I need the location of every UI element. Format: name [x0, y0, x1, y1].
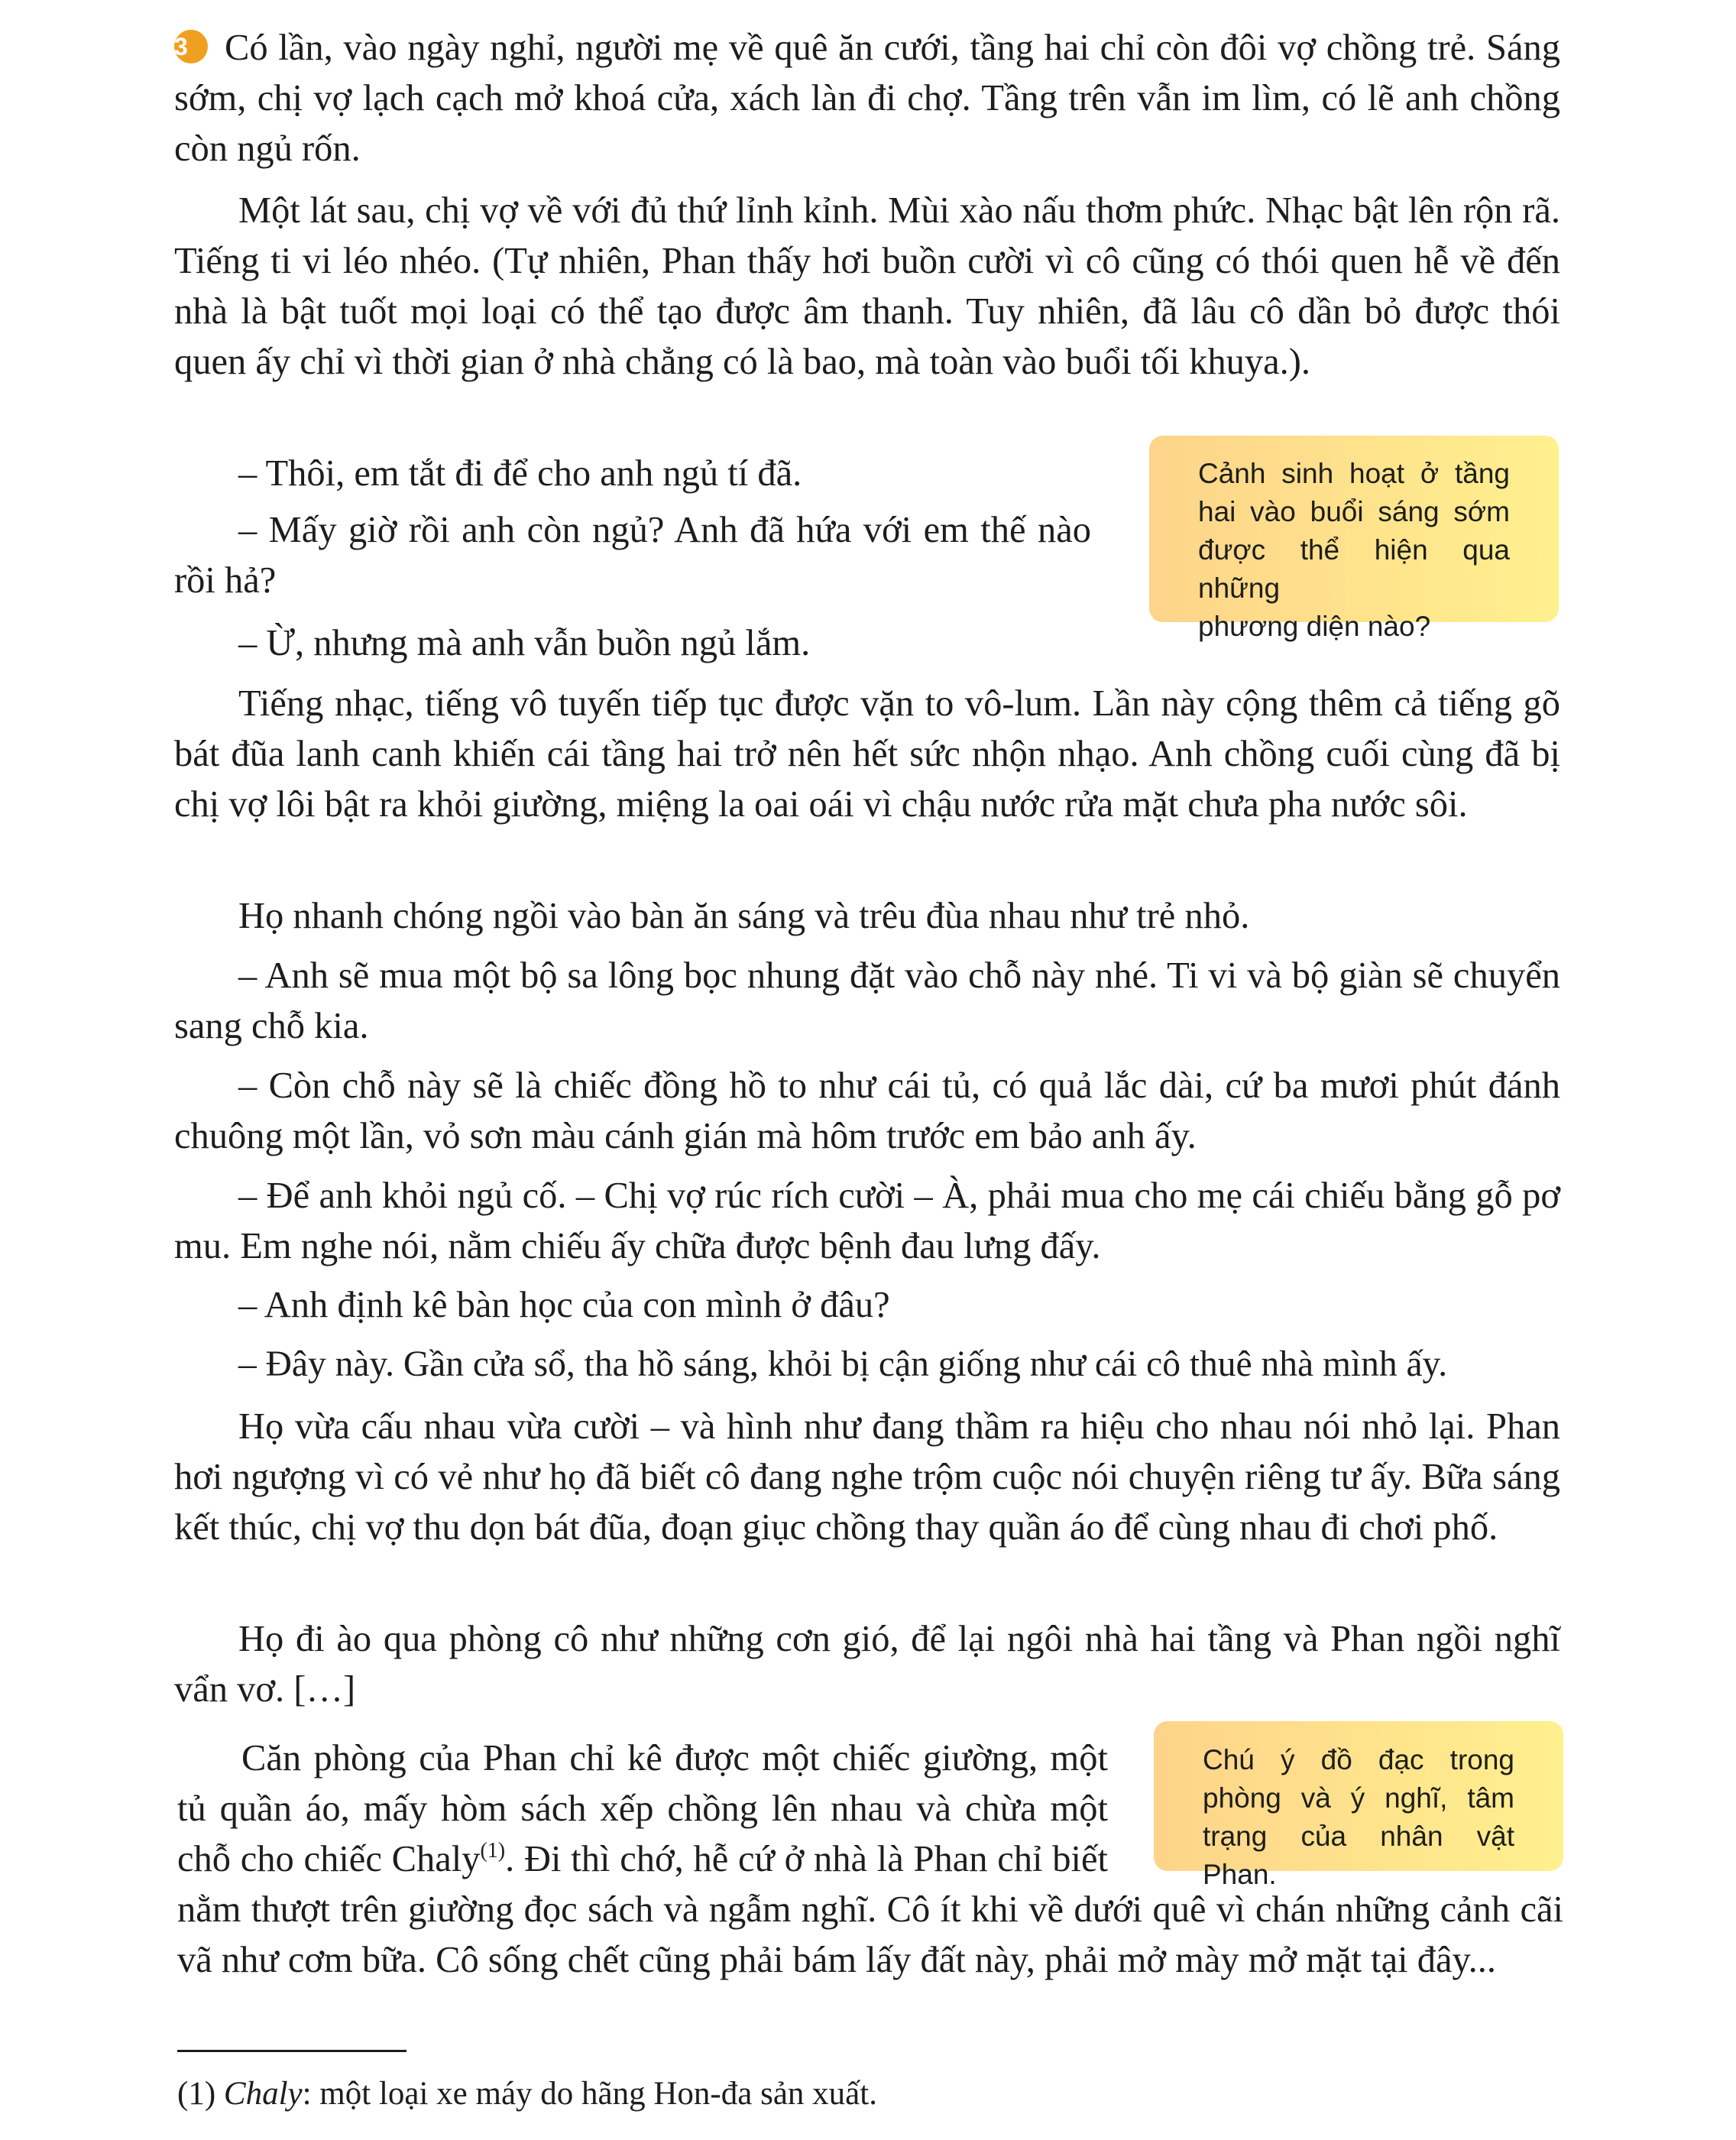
footnote-divider: [177, 2050, 406, 2052]
footnote: (1) Chaly: một loại xe máy do hãng Hon-đa sản xuất.: [177, 2076, 877, 2112]
note-wrap-spacer: [1108, 1733, 1563, 1885]
paragraph-7: Họ nhanh chóng ngồi vào bàn ăn sáng và trêu đùa nhau như trẻ nhỏ.: [238, 896, 1250, 936]
paragraph-13: Họ vừa cấu nhau vừa cười – và hình như đang thầm ra hiệu cho nhau nói nhỏ lại. Phan hơi ngượng vì có vẻ như họ đã biết cô đang nghe trộm cuộc nói chuyện riêng tư ấy. Bữa sáng kết thúc, chị vợ thu dọn bát đũa, đoạn giục chồng thay quần áo để cùng nhau đi chơi phố.: [174, 1406, 1560, 1548]
paragraph-15: Căn phòng của Phan chỉ kê được một chiếc giường, một tủ quần áo, mấy hòm sách xếp chồng lên nhau và chừa một chỗ cho chiếc Chaly$^{(1)}$. Đi thì chớ, hễ cứ ở nhà là Phan chỉ biết nằm thượt trên giường đọc sách và ngẫm nghĩ. Cô ít khi về dưới quê vì chán những cảnh cãi vã như cơm bữa. Cô sống chết cũng phải bám lấy đất này, phải mở mày mở mặt tại đây...: [177, 1733, 1563, 1986]
paragraph-14: Họ đi ào qua phòng cô như những cơn gió, để lại ngôi nhà hai tầng và Phan ngồi nghĩ vẩn vơ. […]: [174, 1619, 1560, 1710]
paragraph-1: 3 Có lần, vào ngày nghỉ, người mẹ về quê ăn cưới, tầng hai chỉ còn đôi vợ chồng trẻ. Sáng sớm, chị vợ lạch cạch mở khoá cửa, xách làn đi chợ. Tầng trên vẫn im lìm, có lẽ anh chồng còn ngủ rốn.: [174, 28, 1560, 169]
dialogue-line-4: – Anh sẽ mua một bộ sa lông bọc nhung đặt vào chỗ này nhé. Ti vi và bộ giàn sẽ chuyển sang chỗ kia.: [174, 955, 1560, 1046]
dialogue-line-1: – Thôi, em tắt đi để cho anh ngủ tí đã.: [238, 453, 802, 494]
dialogue-line-6: – Để anh khỏi ngủ cố. – Chị vợ rúc rích cười – À, phải mua cho mẹ cái chiếu bằng gỗ pơ mu. Em nghe nói, nằm chiếu ấy chữa được bệnh đau lưng đấy.: [174, 1175, 1560, 1266]
dialogue-line-8: – Đây này. Gần cửa sổ, tha hồ sáng, khỏi bị cận giống như cái cô thuê nhà mình ấy.: [238, 1344, 1448, 1384]
dialogue-line-5: – Còn chỗ này sẽ là chiếc đồng hồ to như cái tủ, có quả lắc dài, cứ ba mươi phút đánh chuông một lần, vỏ sơn màu cánh gián mà hôm trước em bảo anh ấy.: [174, 1065, 1560, 1156]
margin-note-hint: Chú ý đồ đạc trong phòng và ý nghĩ, tâm trạng của nhân vật Phan.: [1154, 1721, 1563, 1871]
paragraph-2: Một lát sau, chị vợ về với đủ thứ lỉnh kỉnh. Mùi xào nấu thơm phức. Nhạc bật lên rộn rã. Tiếng ti vi léo nhéo. (Tự nhiên, Phan thấy hơi buồn cười vì cô cũng có thói quen hễ về đến nhà là bật tuốt mọi loại có thể tạo được âm thanh. Tuy nhiên, đã lâu cô dần bỏ được thói quen ấy chỉ vì thời gian ở nhà chẳng có là bao, mà toàn vào buổi tối khuya.).: [174, 190, 1560, 382]
dialogue-line-7: – Anh định kê bàn học của con mình ở đâu?: [238, 1285, 890, 1325]
dialogue-line-3: – Ừ, nhưng mà anh vẫn buồn ngủ lắm.: [238, 623, 811, 663]
dialogue-line-2: – Mấy giờ rồi anh còn ngủ? Anh đã hứa với em thế nào rồi hả?: [174, 510, 1091, 601]
footnote-reference: (1): [480, 1839, 506, 1863]
paragraph-6: Tiếng nhạc, tiếng vô tuyến tiếp tục được vặn to vô-lum. Lần này cộng thêm cả tiếng gõ bát đũa lanh canh khiến cái tầng hai trở nên hết sức nhộn nhạo. Anh chồng cuối cùng đã bị chị vợ lôi bật ra khỏi giường, miệng la oai oái vì chậu nước rửa mặt chưa pha nước sôi.: [174, 683, 1560, 825]
section-number-badge: 3: [174, 30, 208, 63]
margin-note-question: Cảnh sinh hoạt ở tầng hai vào buổi sáng sớm được thể hiện qua những phương diện nào?: [1149, 436, 1559, 622]
